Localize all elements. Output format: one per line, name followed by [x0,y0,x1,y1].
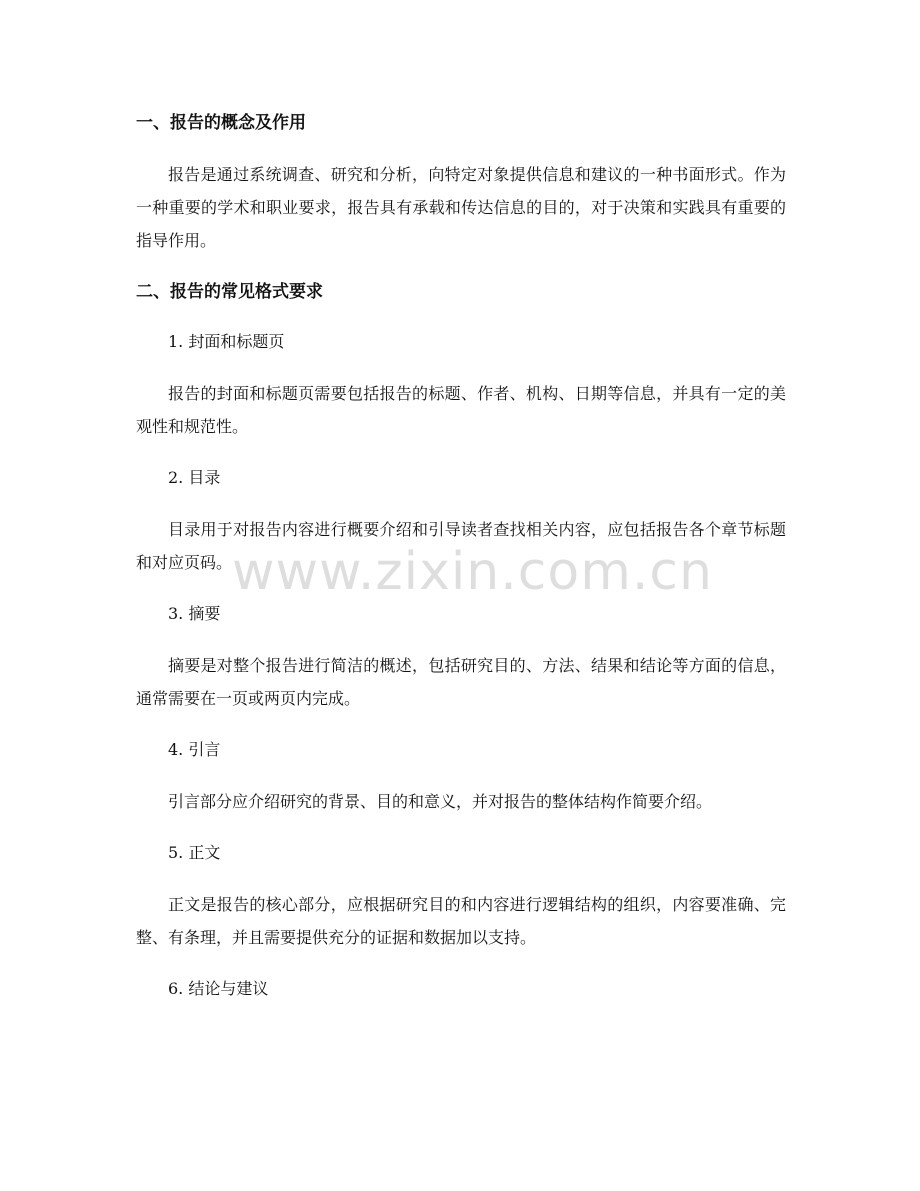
item-text-body: 正文是报告的核心部分，应根据研究目的和内容进行逻辑结构的组织，内容要准确、完整、有条理，并且需要提供充分的证据和数据加以支持。 [136,895,786,947]
item-title-abstract: 3. 摘要 [168,604,221,623]
concept-paragraph: 报告是通过系统调查、研究和分析，向特定对象提供信息和建议的一种书面形式。作为一种重要的学术和职业要求，报告具有承载和传达信息的目的，对于决策和实践具有重要的指导作用。 [136,165,786,250]
item-title-body: 5. 正文 [168,843,221,862]
section-heading-concept: 一、报告的概念及作用 [136,113,306,133]
item-title-introduction: 4. 引言 [168,740,221,759]
item-title-toc: 2. 目录 [168,468,221,487]
watermark-text: www.zixin.com.cn [232,542,713,602]
item-text-abstract: 摘要是对整个报告进行简洁的概述，包括研究目的、方法、结果和结论等方面的信息，通常需要在一页或两页内完成。 [136,656,786,708]
document-body [136,108,786,1024]
item-text-toc: 目录用于对报告内容进行概要介绍和引导读者查找相关内容，应包括报告各个章节标题和对应页码。 [136,520,786,572]
section-heading-format: 二、报告的常见格式要求 [136,282,323,302]
item-text-introduction: 引言部分应介绍研究的背景、目的和意义，并对报告的整体结构作简要介绍。 [168,792,713,811]
item-text-cover: 报告的封面和标题页需要包括报告的标题、作者、机构、日期等信息，并具有一定的美观性和规范性。 [136,384,786,436]
item-title-cover: 1. 封面和标题页 [168,332,285,351]
item-title-conclusion: 6. 结论与建议 [168,979,269,998]
